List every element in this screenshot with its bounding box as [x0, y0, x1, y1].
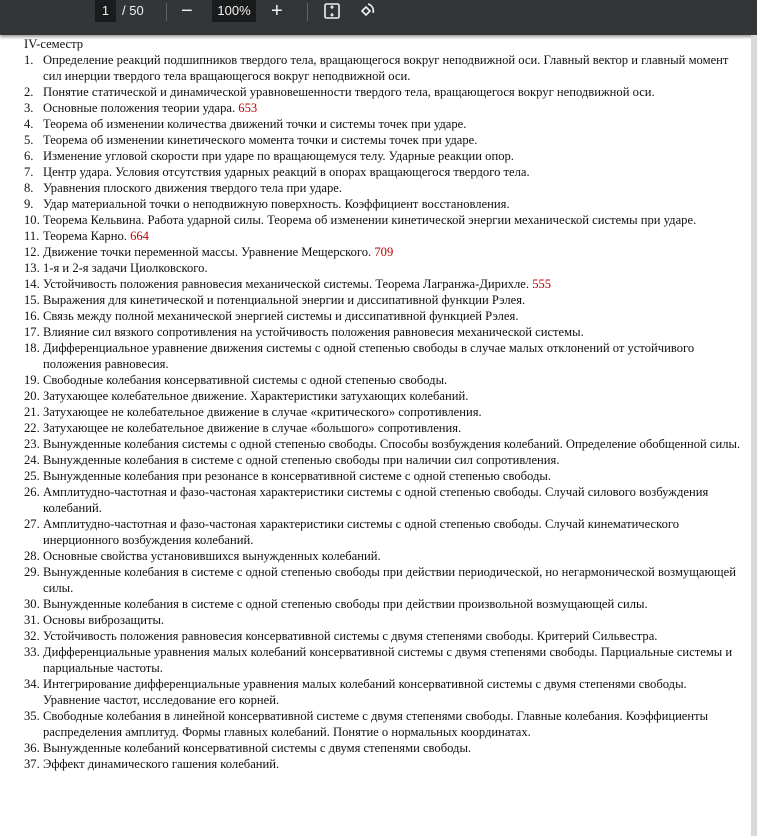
item-number: 28. — [24, 549, 40, 563]
list-item — [24, 756, 743, 772]
item-text: Вынужденные колебания в системе с одной степенью свободы при наличии сил сопротивления. — [43, 453, 560, 467]
item-text: Уравнения плоского движения твердого тела при ударе. — [43, 181, 343, 195]
list-item — [24, 148, 743, 164]
item-text: Амплитудно-частотная и фазо-частоная характеристики системы с одной степенью свободы. Случай силового возбуждения колебаний. — [43, 485, 709, 515]
item-text: Вынужденные колебания при резонансе в консервативной системе с одной степенью свободы. — [43, 469, 552, 483]
item-number: 7. — [24, 165, 34, 179]
item-number: 12. — [24, 245, 40, 259]
list-item — [24, 708, 743, 740]
item-text: Свободные колебания в линейной консервативной системе с двумя степенями свободы. Главные колебания. Коэффициенты распределения амплитуд. Формы главных колебаний. Понятие о нормальных координатах. — [43, 709, 709, 739]
item-text: Дифференциальные уравнения малых колебаний консервативной системы с двумя степенями свободы. Парциальные системы и парциальные частоты. — [43, 645, 733, 675]
item-text: Основы виброзащиты. — [43, 613, 165, 627]
item-text: Изменение угловой скорости при ударе по вращающемуся телу. Ударные реакции опор. — [43, 149, 514, 163]
item-text: Затухающее не колебательное движение в случае «большого» сопротивления. — [43, 421, 462, 435]
list-item — [24, 452, 743, 468]
item-number: 3. — [24, 101, 34, 115]
item-number: 24. — [24, 453, 40, 467]
item-text: Теорема об изменении количества движений точки и системы точек при ударе. — [43, 117, 467, 131]
list-item — [24, 404, 743, 420]
list-item — [24, 196, 743, 212]
item-number: 10. — [24, 213, 40, 227]
item-number: 6. — [24, 149, 34, 163]
page-reference: 709 — [374, 245, 394, 259]
list-item — [24, 244, 743, 260]
item-number: 32. — [24, 629, 40, 643]
list-item — [24, 436, 743, 452]
list-item — [24, 516, 743, 548]
item-text: Движение точки переменной массы. Уравнение Мещерского. — [43, 245, 372, 259]
item-number: 36. — [24, 741, 40, 755]
divider — [166, 3, 167, 21]
list-item — [24, 308, 743, 324]
item-text: Теорема Карно. — [43, 229, 127, 243]
item-text: Основные свойства установившихся вынужденных колебаний. — [43, 549, 381, 563]
list-item — [24, 100, 743, 116]
item-text: Вынужденные колебания в системе с одной степенью свободы при действии произвольной возмущающей силы. — [43, 597, 648, 611]
divider — [307, 3, 308, 21]
item-number: 30. — [24, 597, 40, 611]
list-item — [24, 292, 743, 308]
list-item — [24, 628, 743, 644]
page-number-input[interactable]: 1 — [95, 0, 116, 22]
item-text: Вынужденные колебания системы с одной степенью свободы. Способы возбуждения колебаний. Определение обобщенной силы. — [43, 437, 741, 451]
item-number: 2. — [24, 85, 34, 99]
item-number: 20. — [24, 389, 40, 403]
item-text: Выражения для кинетической и потенциальной энергии и диссипативной функции Рэлея. — [43, 293, 526, 307]
list-item — [24, 420, 743, 436]
list-item — [24, 548, 743, 564]
list-item — [24, 132, 743, 148]
list-item — [24, 596, 743, 612]
item-number: 11. — [24, 229, 40, 243]
item-text: Основные положения теории удара. — [43, 101, 236, 115]
item-text: Центр удара. Условия отсутствия ударных реакций в опорах вращающегося твердого тела. — [43, 165, 530, 179]
item-text: Устойчивость положения равновесия механической системы. Теорема Лагранжа-Дирихле. — [43, 277, 530, 291]
item-text: Вынужденные колебания в системе с одной степенью свободы при действии периодической, но негармонической возмущающей силы. — [43, 565, 736, 595]
question-list — [24, 52, 757, 772]
list-item — [24, 116, 743, 132]
list-item — [24, 740, 743, 756]
item-number: 18. — [24, 341, 40, 355]
item-number: 15. — [24, 293, 40, 307]
scrollbar[interactable] — [751, 35, 757, 836]
item-number: 4. — [24, 117, 34, 131]
pdf-page — [0, 35, 757, 772]
list-item — [24, 324, 743, 340]
list-item — [24, 212, 743, 228]
item-number: 16. — [24, 309, 40, 323]
list-item — [24, 84, 743, 100]
item-text: Теорема Кельвина. Работа ударной силы. Теорема об изменении кинетической энергии механической системы при ударе. — [43, 213, 697, 227]
zoom-in-button[interactable]: + — [271, 0, 283, 22]
item-number: 22. — [24, 421, 40, 435]
fit-page-icon[interactable] — [323, 2, 341, 24]
item-text: Затухающее не колебательное движение в случае «критического» сопротивления. — [43, 405, 482, 419]
item-number: 1. — [24, 53, 34, 67]
page-total: / 50 — [122, 3, 144, 18]
item-number: 14. — [24, 277, 40, 291]
list-item — [24, 676, 743, 708]
item-number: 19. — [24, 373, 40, 387]
item-number: 34. — [24, 677, 40, 691]
list-item — [24, 164, 743, 180]
item-text: Интегрирование дифференциальные уравнения малых колебаний консервативной системы с двумя степенями свободы. Уравнение частот, исследование его корней. — [43, 677, 687, 707]
item-text: Затухающее колебательное движение. Характеристики затухающих колебаний. — [43, 389, 469, 403]
list-item — [24, 484, 743, 516]
list-item — [24, 612, 743, 628]
list-item — [24, 260, 743, 276]
list-item — [24, 52, 743, 84]
item-text: Теорема об изменении кинетического момента точки и системы точек при ударе. — [43, 133, 478, 147]
rotate-icon[interactable] — [358, 2, 376, 24]
item-number: 9. — [24, 197, 34, 211]
list-item — [24, 644, 743, 676]
item-text: Понятие статической и динамической уравновешенности твердого тела, вращающегося вокруг неподвижной оси. — [43, 85, 655, 99]
list-item — [24, 564, 743, 596]
page-reference: 653 — [238, 101, 258, 115]
item-number: 23. — [24, 437, 40, 451]
pdf-toolbar — [0, 0, 757, 35]
list-item — [24, 276, 743, 292]
item-number: 5. — [24, 133, 34, 147]
item-number: 33. — [24, 645, 40, 659]
list-item — [24, 228, 743, 244]
item-text: Влияние сил вязкого сопротивления на устойчивость положения равновесия механической системы. — [43, 325, 584, 339]
item-text: Эффект динамического гашения колебаний. — [43, 757, 280, 771]
item-number: 13. — [24, 261, 40, 275]
item-text: 1-я и 2-я задачи Циолковского. — [43, 261, 208, 275]
zoom-out-button[interactable]: − — [181, 0, 193, 22]
item-text: Удар материальной точки о неподвижную поверхность. Коэффициент восстановления. — [43, 197, 510, 211]
item-number: 35. — [24, 709, 40, 723]
page-reference: 555 — [532, 277, 552, 291]
item-number: 8. — [24, 181, 34, 195]
list-item — [24, 180, 743, 196]
item-text: Вынужденные колебаний консервативной системы с двумя степенями свободы. — [43, 741, 472, 755]
list-item — [24, 388, 743, 404]
zoom-input[interactable]: 100% — [212, 0, 256, 22]
item-number: 37. — [24, 757, 40, 771]
item-text: Свободные колебания консервативной системы с одной степенью свободы. — [43, 373, 448, 387]
item-number: 31. — [24, 613, 40, 627]
list-item — [24, 340, 743, 372]
item-number: 21. — [24, 405, 40, 419]
item-text: Определение реакций подшипников твердого тела, вращающегося вокруг неподвижной оси. Главный вектор и главный момент сил инерции твердого тела вращающегося вокруг неподвижной оси. — [43, 53, 729, 83]
semester-heading: IV-семестр — [24, 37, 84, 51]
item-number: 29. — [24, 565, 40, 579]
list-item — [24, 372, 743, 388]
item-text: Дифференциальное уравнение движения системы с одной степенью свободы в случае малых отклонений от устойчивого положения равновесия. — [43, 341, 695, 371]
item-text: Амплитудно-частотная и фазо-частоная характеристики системы с одной степенью свободы. Случай кинематического инерционного возбуждения колебаний. — [43, 517, 680, 547]
item-number: 17. — [24, 325, 40, 339]
page-reference: 664 — [130, 229, 149, 243]
item-text: Связь между полной механической энергией системы и диссипативной функцией Рэлея. — [43, 309, 519, 323]
item-number: 26. — [24, 485, 40, 499]
list-item — [24, 468, 743, 484]
item-number: 27. — [24, 517, 40, 531]
item-number: 25. — [24, 469, 40, 483]
item-text: Устойчивость положения равновесия консервативной системы с двумя степенями свободы. Критерий Сильвестра. — [43, 629, 658, 643]
